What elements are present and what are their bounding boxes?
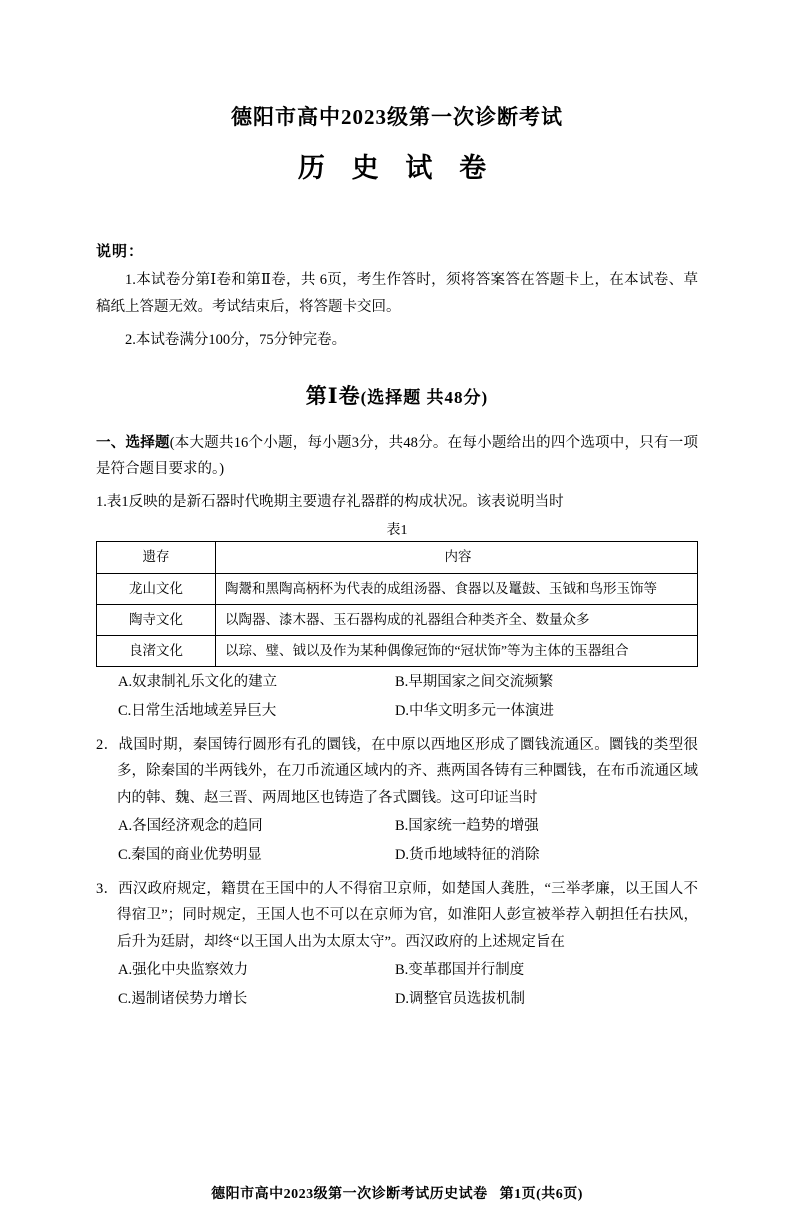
question-3-options-row-2	[96, 986, 698, 1013]
table-1-caption: 表1	[386, 523, 408, 539]
question-3-option-d: D.调整官员选拔机制	[394, 990, 526, 1007]
table-row	[97, 636, 698, 667]
question-3-number: 3．	[96, 880, 119, 897]
question-3-options-row-1	[96, 957, 698, 984]
notice-line-1: 1.本试卷分第Ⅰ卷和第Ⅱ卷，共 6页，考生作答时，须将答案答在答题卡上，在本试卷、草稿纸上答题无效。考试结束后，将答题卡交回。	[96, 272, 698, 316]
table-1-r2-c1: 以琮、璧、钺以及作为某种偶像冠饰的“冠状饰”等为主体的玉器组合	[216, 636, 698, 667]
question-1-stem	[96, 489, 698, 515]
section-heading	[96, 380, 698, 410]
subject-title: 历 史 试 卷	[297, 153, 497, 184]
table-1-header-0: 遗存	[97, 542, 216, 573]
question-type-heading	[96, 430, 698, 482]
question-type-label: 一、选择题	[96, 434, 170, 451]
notice-label: 说明：	[96, 244, 145, 261]
exam-title: 德阳市高中2023级第一次诊断考试	[231, 105, 563, 129]
question-2-number: 2．	[96, 737, 119, 754]
question-1-option-d: D.中华文明多元一体演进	[394, 703, 555, 720]
table-row	[97, 604, 698, 635]
question-1-options-row-1	[96, 669, 698, 696]
footer-page-number: 第1页(共6页)	[499, 1187, 583, 1202]
question-2-text: 战国时期，秦国铸行圆形有孔的圜钱，在中原以西地区形成了圜钱流通区。圜钱的类型很多，除秦国的半两钱外，在刀币流通区域内的齐、燕两国各铸有三种圜钱，在布币流通区域内的韩、魏、赵三晋、两周地区也铸造了各式圜钱。这可印证当时	[117, 737, 699, 806]
question-3-option-a: A.强化中央监察效力	[118, 961, 249, 978]
question-2-option-a: A.各国经济观念的趋同	[118, 818, 263, 835]
question-type-desc: (本大题共16个小题，每小题3分，共48分。在每小题给出的四个选项中，只有一项是符合题目要求的。)	[96, 434, 699, 477]
question-2-options-row-2	[96, 842, 698, 869]
exam-paper-page	[0, 104, 794, 1227]
table-1-r2-c0: 良渚文化	[97, 636, 216, 667]
table-1-r1-c0: 陶寺文化	[97, 604, 216, 635]
page-footer	[0, 1183, 794, 1203]
table-1	[96, 541, 698, 667]
footer-exam-name: 德阳市高中2023级第一次诊断考试历史试卷	[211, 1187, 488, 1202]
question-1-option-c: C.日常生活地域差异巨大	[118, 703, 277, 720]
table-1-r0-c0: 龙山文化	[97, 573, 216, 604]
question-2-option-c: C.秦国的商业优势明显	[118, 846, 262, 863]
question-3-option-b: B.变革郡国并行制度	[394, 961, 525, 978]
table-row	[97, 573, 698, 604]
notice-line-2: 2.本试卷满分100分，75分钟完卷。	[125, 332, 347, 349]
question-1-option-b: B.早期国家之间交流频繁	[394, 674, 554, 691]
section-roman: 第Ⅰ卷	[305, 383, 361, 408]
question-1-text: 表1反映的是新石器时代晚期主要遗存礼器群的构成状况。该表说明当时	[106, 494, 564, 511]
question-1-option-a: A.奴隶制礼乐文化的建立	[118, 674, 278, 691]
question-2-options-row-1	[96, 813, 698, 840]
table-1-r0-c1: 陶鬶和黑陶高柄杯为代表的成组汤器、食器以及鼍鼓、玉钺和鸟形玉饰等	[216, 573, 698, 604]
question-3-stem	[96, 876, 698, 955]
question-3-text: 西汉政府规定，籍贯在王国中的人不得宿卫京师，如楚国人龚胜，“三举孝廉，以王国人不得宿卫”；同时规定，王国人也不可以在京师为官，如淮阳人彭宣被举荐入朝担任右扶风，后升为廷尉，却终“以王国人出为太原太守”。西汉政府的上述规定旨在	[117, 880, 698, 950]
question-1-options-row-2	[96, 698, 698, 725]
table-1-header-1: 内容	[216, 542, 698, 573]
section-desc: (选择题 共48分)	[360, 387, 489, 407]
table-row	[97, 542, 698, 573]
question-1-number: 1.	[96, 494, 107, 511]
table-1-r1-c1: 以陶器、漆木器、玉石器构成的礼器组合种类齐全、数量众多	[216, 604, 698, 635]
question-3-option-c: C.遏制诸侯势力增长	[118, 990, 248, 1007]
question-2-stem	[96, 732, 698, 811]
question-2-option-b: B.国家统一趋势的增强	[394, 818, 539, 835]
question-2-option-d: D.货币地域特征的消除	[394, 846, 540, 863]
